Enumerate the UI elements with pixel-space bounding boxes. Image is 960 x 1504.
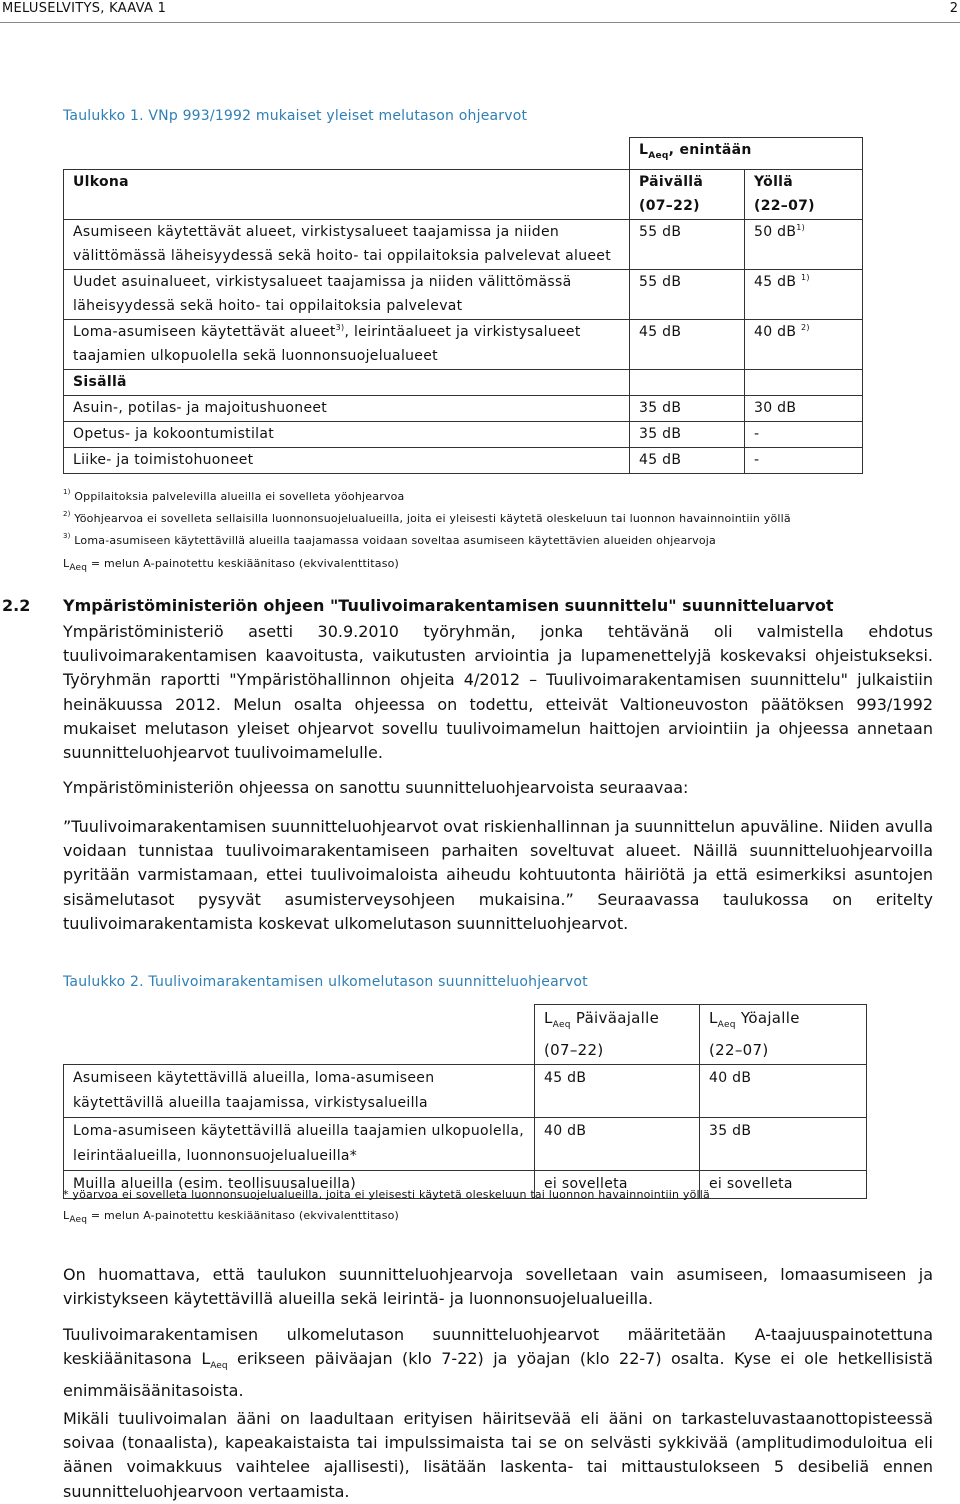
paragraph: On huomattava, että taulukon suunnitteluohjearvoja sovelletaan vain asumiseen, lomaasumiseen ja virkistykseen käytettävillä alueilla sekä leirintä- ja luonnonsuojelualueilla. xyxy=(63,1265,933,1309)
day-value: 55 dB xyxy=(630,220,745,270)
day-header: $L_{Aeq}$ Päiväajalle (07–22) xyxy=(535,1005,700,1065)
page-header xyxy=(0,0,960,22)
page-number: 2 xyxy=(949,1,958,16)
table-cell-empty xyxy=(64,138,630,170)
night-value: 40 dB $^{2)}$ xyxy=(745,320,863,370)
day-value: 45 dB xyxy=(630,320,745,370)
table-row xyxy=(64,422,863,448)
day-value: 45 dB xyxy=(535,1065,700,1118)
laeq-definition: $L_{Aeq}$ = melun A-painotettu keskiäänitaso (ekvivalenttitaso) xyxy=(63,557,400,574)
table-row xyxy=(64,370,863,396)
day-value: 35 dB xyxy=(630,422,745,448)
section-number: 2.2 xyxy=(2,596,31,615)
night-header: $L_{Aeq}$ Yöajalle (22–07) xyxy=(700,1005,867,1065)
footnote: $^{1)}$ Oppilaitoksia palvelevilla alueilla ei sovelleta yöohjearvoa xyxy=(63,488,405,503)
table-row xyxy=(64,270,863,320)
footnote: $^{3)}$ Loma-asumiseen käytettävillä alueilla taajamassa voidaan soveltaa asumiseen käytettävien alueiden ohjearvoja xyxy=(63,532,716,547)
table-row xyxy=(64,138,863,170)
outdoor-header: Ulkona xyxy=(64,170,630,220)
day-value: 55 dB xyxy=(630,270,745,320)
night-value: 30 dB xyxy=(745,396,863,422)
night-value: ei sovelleta xyxy=(700,1171,867,1199)
row-label: Loma-asumiseen käytettävillä alueilla taajamien ulkopuolella, leirintäalueilla, luonnonsuojelualueilla* xyxy=(64,1118,535,1171)
row-label: Loma-asumiseen käytettävät alueet$^{3)}$, leirintäalueet ja virkistysalueet taajamien ulkopuolella sekä luonnonsuojelualueet xyxy=(64,320,630,370)
row-label: Opetus- ja kokoontumistilat xyxy=(64,422,630,448)
laeq-header: $L_{Aeq}$, enintään xyxy=(630,138,863,170)
table-row xyxy=(64,320,863,370)
row-label: Asumiseen käytettävät alueet, virkistysalueet taajamissa ja niiden välittömässä läheisyydessä sekä hoito- tai oppilaitoksia palvelevat alueet xyxy=(64,220,630,270)
night-value: 40 dB xyxy=(700,1065,867,1118)
wind-power-guideline-table xyxy=(63,1004,867,1199)
row-label: Uudet asuinalueet, virkistysalueet taajamissa ja niiden välittömässä läheisyydessä sekä hoito- tai oppilaitoksia palvelevat xyxy=(64,270,630,320)
night-value: 45 dB $^{1)}$ xyxy=(745,270,863,320)
row-label: Muilla alueilla (esim. teollisuusalueilla) xyxy=(64,1171,535,1199)
table2-caption: Taulukko 2. Tuulivoimarakentamisen ulkomelutason suunnitteluohjearvot xyxy=(63,974,588,990)
paragraph: Tuulivoimarakentamisen ulkomelutason suunnitteluohjearvot määritetään A-taajuuspainotettuna keskiäänitasona $L_{Aeq}$ erikseen päiväajan (klo 7-22) ja yöajan (klo 22-7) osalta. Kyse ei ole hetkellisistä enimmäisäänitasoista. xyxy=(63,1325,934,1400)
paragraph: Ympäristöministeriön ohjeessa on sanottu suunnitteluohjearvoista seuraavaa: xyxy=(63,778,689,797)
laeq-definition: $L_{Aeq}$ = melun A-painotettu keskiäänitaso (ekvivalenttitaso) xyxy=(63,1209,400,1226)
header-divider xyxy=(0,22,960,23)
night-header: Yöllä (22–07) xyxy=(745,170,863,220)
footnote: * yöarvoa ei sovelleta luonnonsuojelualueilla, joita ei yleisesti käytetä oleskeluun tai luonnon havainnointiin yöllä xyxy=(63,1188,710,1201)
day-value: 45 dB xyxy=(630,448,745,474)
day-value: 35 dB xyxy=(630,396,745,422)
indoor-header: Sisällä xyxy=(64,370,630,396)
section-title: Ympäristöministeriön ohjeen "Tuulivoimarakentamisen suunnittelu" suunnitteluarvot xyxy=(63,596,834,615)
table-row xyxy=(64,1118,867,1171)
row-label: Asuin-, potilas- ja majoitushuoneet xyxy=(64,396,630,422)
footnote: $^{2)}$ Yöohjearvoa ei sovelleta sellaisilla luonnonsuojelualueilla, joita ei yleisesti käytetä oleskeluun tai luonnon havainnointiin yöllä xyxy=(63,510,791,525)
paragraph: Ympäristöministeriö asetti 30.9.2010 työryhmän, jonka tehtävänä oli valmistella ehdotus tuulivoimarakentamisen kaavoitusta, vaikutusten arviointia ja lupamenettelyjä koskevaksi ohjeistukseksi. Työryhmän raportti "Ympäristöhallinnon ohjeita 4/2012 – Tuulivoimarakentamisen suunnittelu" julkaistiin heinäkuussa 2012. Melun osalta ohjeessa on todettu, etteivät Valtioneuvoston päätöksen 993/1992 mukaiset melutason yleiset ohjearvot sovellu tuulivoimamelun haittojen arviointiin ja ohjeessa annetaan suunnitteluohjearvot tuulivoimamelulle. xyxy=(63,622,933,763)
row-label: Liike- ja toimistohuoneet xyxy=(64,448,630,474)
table-row xyxy=(64,1005,867,1065)
table-row xyxy=(64,396,863,422)
table-row xyxy=(64,448,863,474)
day-value: ei sovelleta xyxy=(535,1171,700,1199)
day-value: 40 dB xyxy=(535,1118,700,1171)
day-header: Päivällä (07–22) xyxy=(630,170,745,220)
table1-caption: Taulukko 1. VNp 993/1992 mukaiset yleiset melutason ohjearvot xyxy=(63,108,528,124)
table-cell-empty xyxy=(745,370,863,396)
noise-guideline-table xyxy=(63,137,863,474)
night-value: - xyxy=(745,448,863,474)
row-label: Asumiseen käytettävillä alueilla, loma-asumiseen käytettävillä alueilla taajamissa, virkistysalueilla xyxy=(64,1065,535,1118)
paragraph: Mikäli tuulivoimalan ääni on laadultaan erityisen häiritsevää eli ääni on tarkasteluvastaanottopisteessä soivaa (tonaalista), kapeakaistaista tai impulssimaista tai se on selvästi sykkivää (amplitudimoduloitua eli äänen voimakkuus vaihtelee ajallisesti), lisätään laskenta- tai mittaustulokseen 5 desibeliä ennen suunnitteluohjearvoon vertaamista. xyxy=(63,1409,933,1501)
night-value: - xyxy=(745,422,863,448)
quote-paragraph: ”Tuulivoimarakentamisen suunnitteluohjearvot ovat riskienhallinnan ja suunnittelun apuväline. Niiden avulla voidaan tunnistaa tuulivoimarakentamiseen parhaiten soveltuvat alueet. Näillä suunnitteluohjearvoilla pyritään varmistamaan, ettei tuulivoimaloista aiheudu kohtuutonta häiriötä ja että esimerkiksi asuntojen sisämelutasot pysyvät asumisterveysohjeen mukaisina.” Seuraavassa taulukossa on eritelty tuulivoimarakentamista koskevat ulkomelutason suunnitteluohjearvot. xyxy=(63,817,933,933)
night-value: 50 $dB^{1)}$ xyxy=(745,220,863,270)
table-row xyxy=(64,1065,867,1118)
night-value: 35 dB xyxy=(700,1118,867,1171)
table-row xyxy=(64,170,863,220)
table-row xyxy=(64,220,863,270)
document-title: MELUSELVITYS, KAAVA 1 xyxy=(2,1,167,16)
table-cell-empty xyxy=(630,370,745,396)
table-cell-empty xyxy=(64,1005,535,1065)
